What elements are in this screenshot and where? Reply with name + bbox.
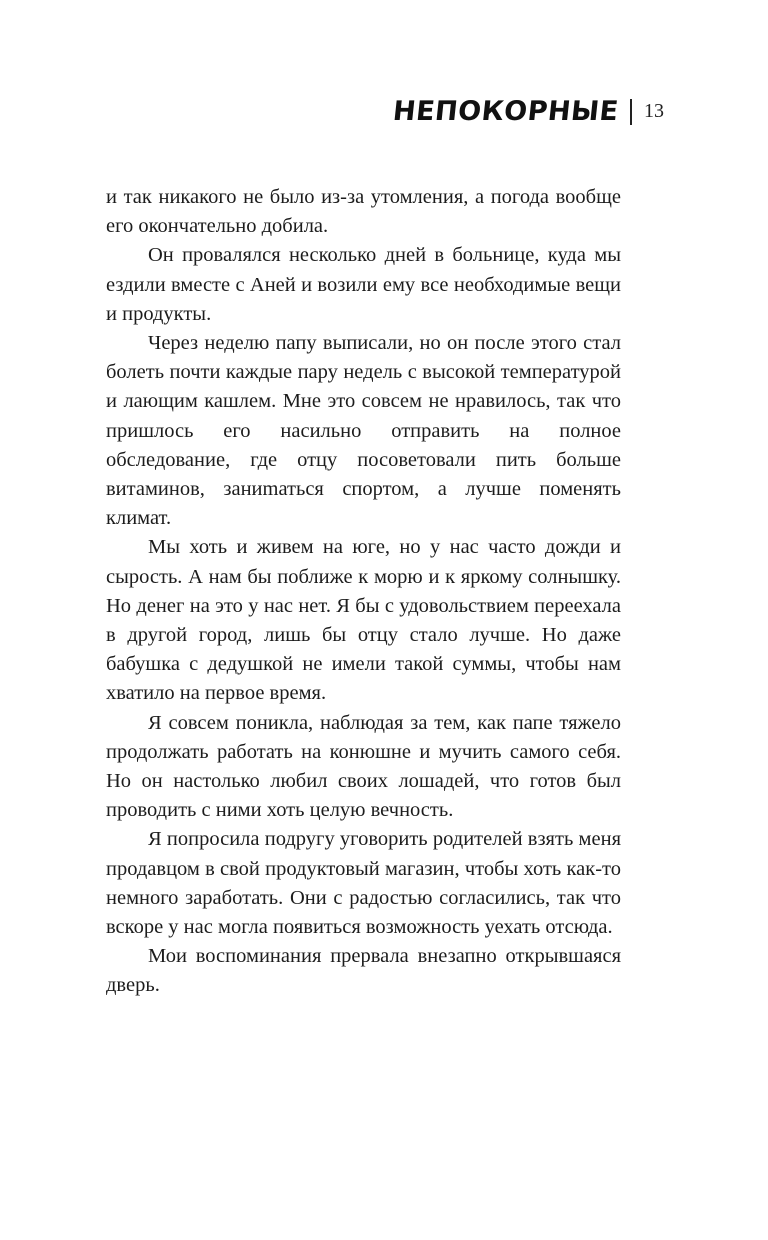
book-title: НЕПОКОРНЫЕ	[390, 96, 620, 127]
body-text	[106, 183, 621, 1001]
paragraph: Через неделю папу выписали, но он после этого стал болеть почти каждые пару недель с высокой температурой и лающим кашлем. Мне это совсем не нравилось, так что пришлось его насильно отправить на полное обследование, где отцу посоветовали пить больше витаминов, заниmаться спортом, а лучше поменять климат.	[106, 332, 621, 530]
paragraph: Я совсем поникла, наблюдая за тем, как папе тяжело продолжать работать на конюшне и мучить самого себя. Но он настолько любил своих лошадей, что готов был проводить с ними хоть целую вечность.	[106, 711, 621, 822]
paragraph: Мы хоть и живем на юге, но у нас часто дожди и сырость. А нам бы поближе к морю и к яркому солнышку. Но денег на это у нас нет. Я бы с удовольствием переехала в другой город, лишь бы отцу стало лучше. Но даже бабушка с дедушкой не имели такой суммы, чтобы нам хватило на первое время.	[106, 536, 621, 705]
paragraph: Я попросила подругу уговорить родителей взять меня продавцом в свой продуктовый магазин, чтобы хоть как-то немного заработать. Они с радостью согласились, так что вскоре у нас могла появиться возможность уехать отсюда.	[106, 828, 621, 939]
header-separator	[630, 99, 632, 125]
paragraph: Мои воспоминания прервала внезапно открывшаяся дверь.	[106, 945, 621, 997]
paragraph: Он провалялся несколько дней в больнице, куда мы ездили вместе с Аней и возили ему все необходимые вещи и продукты.	[106, 244, 621, 325]
page-number: 13	[644, 100, 664, 122]
paragraph: и так никакого не было из-за утомления, а погода вообще его окончательно добила.	[106, 186, 621, 238]
page-header	[390, 96, 664, 127]
